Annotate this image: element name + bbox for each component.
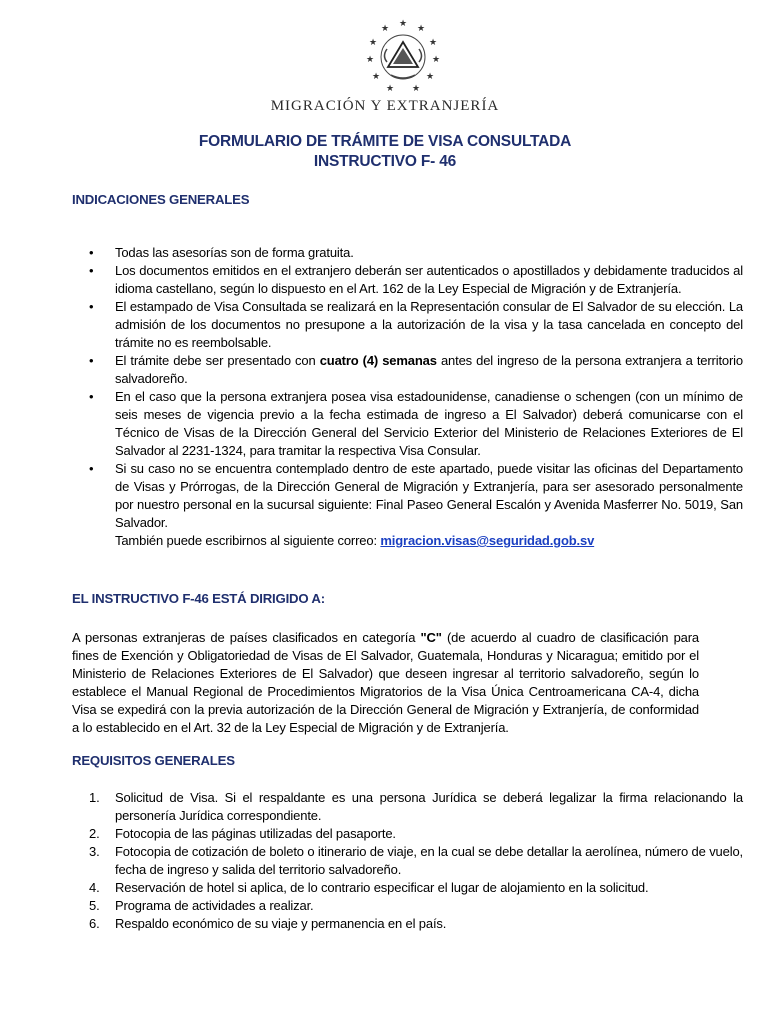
list-item: 4. Reservación de hotel si aplica, de lo contrario especificar el lugar de alojamiento en la solicitud.	[89, 880, 649, 895]
svg-text:★: ★	[398, 18, 408, 28]
list-item: • En el caso que la persona extranjera posea visa estadounidense, canadiense o schengen (con un mínimo de seis meses de vigencia previo a la fecha estimada de ingreso a El Salvador) deberá comunicarse con el Técnico de Visas de la Dirección General del Servicio Exterior del Ministerio de Relaciones Exteriores de El Salvador al 2231-1324, para tramitar la respectiva Visa Consular.	[115, 388, 743, 460]
form-title: FORMULARIO DE TRÁMITE DE VISA CONSULTADA	[198, 133, 572, 150]
directed-to-heading: EL INSTRUCTIVO F-46 ESTÁ DIRIGIDO A:	[72, 591, 325, 606]
list-item: 1. Solicitud de Visa. Si el respaldante es una persona Jurídica se deberá legalizar la firma relacionando la personería Jurídica correspondiente.	[89, 790, 743, 823]
list-item: • Si su caso no se encuentra contemplado dentro de este apartado, puede visitar las oficinas del Departamento de Visas y Prórrogas, de la Dirección General de Migración y Extranjería, para ser asesorado personalmente por nuestro personal en la sucursal siguiente: Final Paseo General Escalón y Avenida Masferrer No. 5019, San Salvador. También puede escribirnos al siguiente correo: migracion.visas@seguridad.gob.sv	[115, 460, 743, 550]
general-indications-list	[72, 244, 743, 550]
list-item: • Los documentos emitidos en el extranjero deberán ser autenticados o apostillados y debidamente traducidos al idioma castellano, según lo dispuesto en el Art. 162 de la Ley Especial de Migración y de Extranjería.	[115, 262, 743, 298]
svg-text:★: ★	[411, 83, 421, 93]
svg-text:★: ★	[431, 54, 441, 64]
national-seal-icon	[365, 18, 441, 94]
general-requirements-heading: REQUISITOS GENERALES	[72, 753, 235, 768]
svg-text:★: ★	[425, 71, 435, 81]
requirements-list	[72, 789, 743, 933]
deadline-emphasis: cuatro (4) semanas	[319, 353, 437, 368]
list-item: 2. Fotocopia de las páginas utilizadas del pasaporte.	[89, 826, 396, 841]
general-indications-heading: INDICACIONES GENERALES	[72, 192, 250, 207]
svg-text:★: ★	[365, 54, 375, 64]
svg-text:★: ★	[416, 23, 426, 33]
list-item: • Todas las asesorías son de forma gratuita.	[115, 244, 743, 262]
svg-text:★: ★	[368, 37, 378, 47]
form-subtitle: INSTRUCTIVO F- 46	[313, 153, 457, 170]
contact-email-link[interactable]: migracion.visas@seguridad.gob.sv	[380, 533, 595, 548]
list-item: 5. Programa de actividades a realizar.	[89, 898, 314, 913]
directed-to-paragraph: A personas extranjeras de países clasificados en categoría "C" (de acuerdo al cuadro de clasificación para fines de Exención y Obligatoriedad de Visas de El Salvador, Guatemala, Honduras y Nicaragua; emitido por el Ministerio de Relaciones Exteriores de El Salvador) que deseen ingresar al territorio salvadoreño, según lo establece el Manual Regional de Procedimientos Migratorios de la Visa Única Centroamericana CA-4, dicha Visa se expedirá con la previa autorización de la Dirección General de Migración y Extranjería, de conformidad a lo establecido en el Art. 32 de la Ley Especial de Migración y de Extranjería.	[72, 630, 700, 735]
list-item: 3. Fotocopia de cotización de boleto o itinerario de viaje, en la cual se debe detallar la aerolínea, número de vuelo, fecha de ingreso y salida del territorio salvadoreño.	[89, 844, 743, 877]
list-item: 6. Respaldo económico de su viaje y permanencia en el país.	[89, 916, 447, 931]
agency-name: MIGRACIÓN Y EXTRANJERÍA	[270, 98, 500, 114]
list-item: • El trámite debe ser presentado con cuatro (4) semanas antes del ingreso de la persona extranjera a territorio salvadoreño.	[115, 352, 743, 388]
svg-text:★: ★	[385, 83, 395, 93]
svg-text:★: ★	[428, 37, 438, 47]
list-item: • El estampado de Visa Consultada se realizará en la Representación consular de El Salvador de su elección. La admisión de los documentos no presupone a la autorización de la visa y la tasa cancelada en concepto del trámite no es reembolsable.	[115, 298, 743, 352]
svg-text:★: ★	[371, 71, 381, 81]
svg-text:★: ★	[380, 23, 390, 33]
